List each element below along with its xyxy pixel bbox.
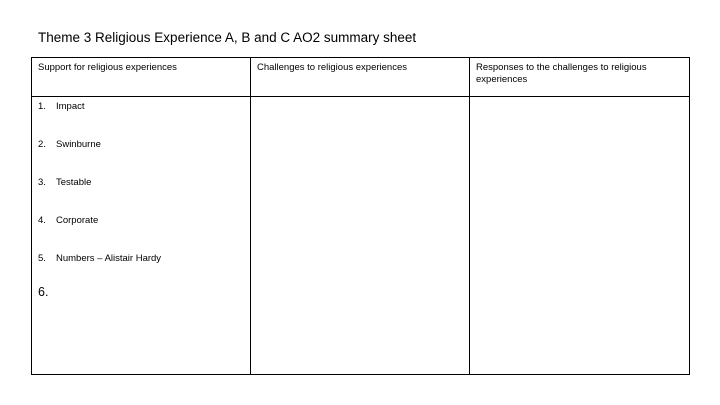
header-support xyxy=(32,58,251,97)
header-responses-label: Responses to the challenges to religious experiences xyxy=(476,62,647,85)
support-cell xyxy=(32,97,251,375)
support-list xyxy=(32,97,250,305)
list-item xyxy=(38,101,250,139)
header-responses xyxy=(470,58,690,97)
list-item xyxy=(38,139,250,177)
list-item-number: 3. xyxy=(38,177,46,188)
list-item-label: Impact xyxy=(56,101,85,112)
list-item xyxy=(38,215,250,253)
header-challenges xyxy=(251,58,470,97)
list-item-label: Corporate xyxy=(56,215,99,226)
list-item-number: 5. xyxy=(38,253,46,264)
responses-cell xyxy=(470,97,690,375)
summary-table xyxy=(31,57,690,375)
list-item xyxy=(38,177,250,215)
list-item-number: 6. xyxy=(38,285,49,299)
list-item-number: 2. xyxy=(38,139,46,150)
header-support-label: Support for religious experiences xyxy=(38,62,177,73)
table-body-row xyxy=(32,97,690,375)
challenges-cell xyxy=(251,97,470,375)
list-item-label: Testable xyxy=(56,177,92,188)
header-challenges-label: Challenges to religious experiences xyxy=(257,62,407,73)
list-item-number: 1. xyxy=(38,101,46,112)
list-item-label: Numbers – Alistair Hardy xyxy=(56,253,162,264)
list-item-number: 4. xyxy=(38,215,46,226)
sheet-title: Theme 3 Religious Experience A, B and C AO2 summary sheet xyxy=(38,30,417,45)
list-item-label: Swinburne xyxy=(56,139,101,150)
table-header-row xyxy=(32,58,690,97)
